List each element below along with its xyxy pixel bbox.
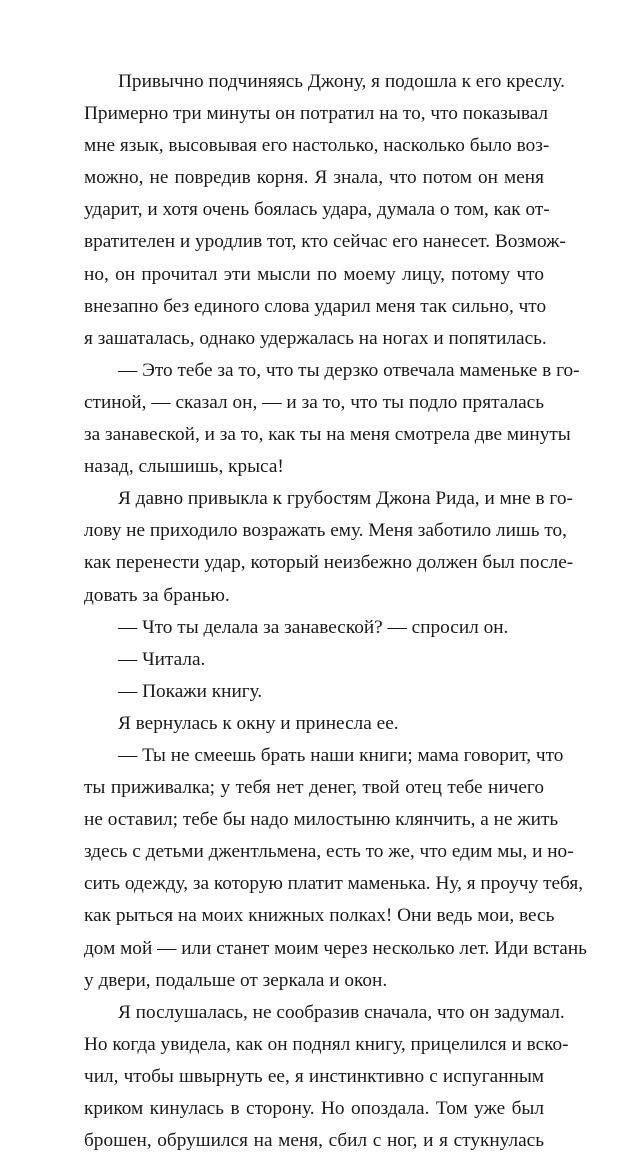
text-line: — Это тебе за то, что ты дерзко отвечала маменьке в го- — [118, 359, 580, 381]
text-line: Привычно подчиняясь Джону, я подошла к его креслу. — [118, 71, 565, 92]
text-line: вратителен и уродлив тот, кто сейчас его нанесет. Возмож- — [84, 231, 566, 253]
text-line: я зашаталась, однако удержалась на ногах и попятилась. — [84, 327, 547, 349]
text-line: назад, слышишь, крыса! — [84, 456, 284, 478]
text-line: стиной, — сказал он, — и за то, что ты подло пряталась — [84, 391, 544, 413]
text-line: не оставил; тебе бы надо милостыню клянчить, а не жить — [84, 809, 559, 831]
text-line: Но когда увидела, как он поднял книгу, прицелился и вско- — [84, 1033, 569, 1055]
text-line: чил, чтобы швырнуть ее, я инстинктивно с испуганным — [84, 1065, 544, 1087]
text-line: сить одежду, за которую платит маменька. Ну, я проучу тебя, — [84, 873, 584, 895]
text-line: — Покажи книгу. — [118, 680, 263, 702]
text-line: внезапно без единого слова ударил меня так сильно, что — [84, 295, 547, 317]
text-line: как рыться на моих книжных полках! Они ведь мои, весь — [84, 905, 555, 927]
text-line: дом мой — или станет моим через несколько лет. Иди встань — [84, 937, 587, 959]
text-line: Примерно три минуты он потратил на то, что показывал — [84, 103, 549, 125]
text-line: лову не приходило возражать ему. Меня заботило лишь то, — [84, 520, 567, 542]
text-line: Я послушалась, не сообразив сначала, что он задумал. — [118, 1001, 565, 1023]
text-line: ударит, и хотя очень боялась удара, думала о том, как от- — [84, 199, 550, 221]
page-text — [84, 66, 587, 1157]
text-line: криком кинулась в сторону. Но опоздала. Том уже был — [84, 1098, 544, 1119]
text-line: у двери, подальше от зеркала и окон. — [84, 969, 388, 991]
text-line: брошен, обрушился на меня, сбил с ног, и я стукнулась — [84, 1130, 544, 1152]
text-line: Я вернулась к окну и принесла ее. — [118, 712, 399, 734]
text-line: — Читала. — [118, 648, 206, 670]
text-line: здесь с детьми джентльмена, есть то же, что едим мы, и но- — [84, 841, 574, 863]
text-line: довать за бранью. — [84, 584, 230, 606]
text-line: — Ты не смеешь брать наши книги; мама говорит, что — [118, 744, 564, 766]
text-line: — Что ты делала за занавеской? — спросил он. — [118, 616, 509, 638]
text-line: мне язык, высовывая его настолько, насколько было воз- — [84, 135, 550, 157]
text-line: Я давно привыкла к грубостям Джона Рида, и мне в го- — [118, 488, 573, 510]
text-line: можно, не повредив корня. Я знала, что потом он меня — [84, 167, 544, 189]
text-line: как перенести удар, который неизбежно должен был после- — [84, 552, 574, 574]
text-line: но, он прочитал эти мысли по моему лицу, потому что — [84, 263, 544, 285]
text-line: за занавеской, и за то, как ты на меня смотрела две минуты — [84, 424, 571, 446]
text-line: ты приживалка; у тебя нет денег, твой отец тебе ничего — [84, 777, 544, 799]
